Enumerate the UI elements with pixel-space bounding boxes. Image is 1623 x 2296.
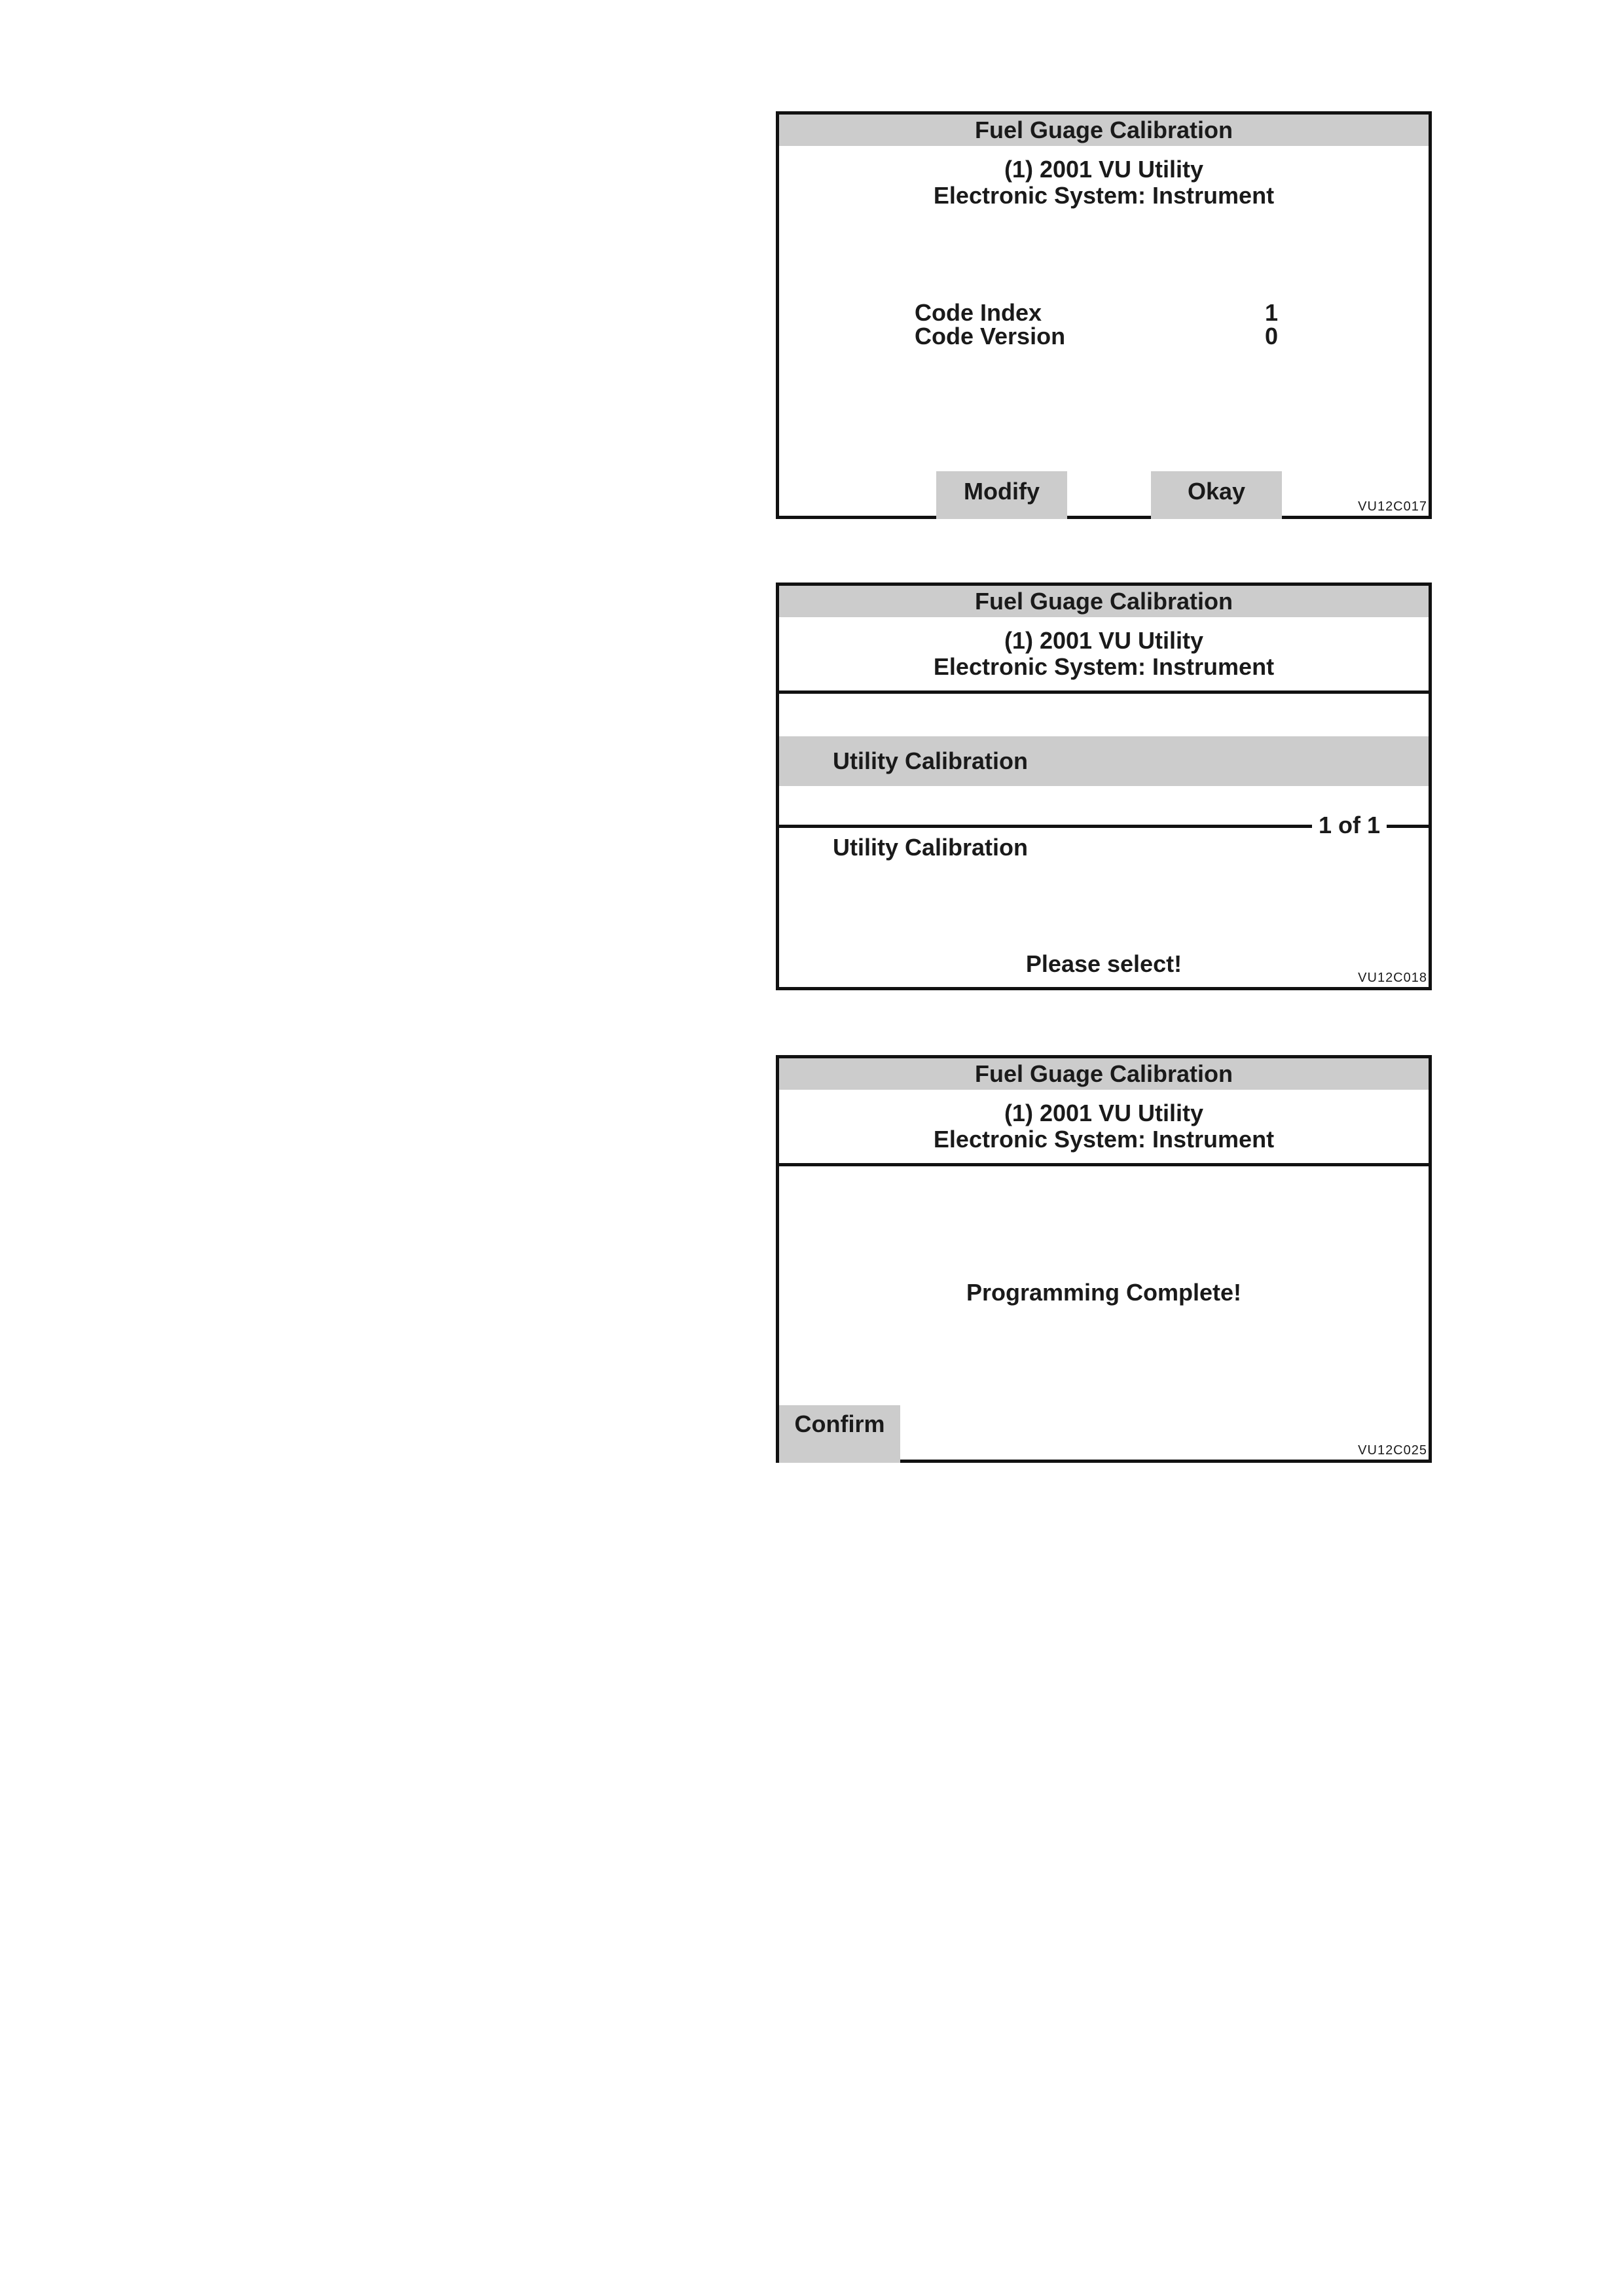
screen-programming-complete (776, 1055, 1432, 1463)
page-indicator: 1 of 1 (1312, 812, 1387, 838)
vehicle-info (779, 1100, 1429, 1153)
modify-button[interactable]: Modify (936, 471, 1067, 519)
confirm-button[interactable]: Confirm (779, 1405, 900, 1463)
code-index-value: 1 (1265, 299, 1279, 326)
electronic-system: Electronic System: Instrument (933, 653, 1275, 680)
okay-button[interactable]: Okay (1151, 471, 1282, 519)
selected-category (779, 736, 1429, 786)
electronic-system: Electronic System: Instrument (933, 182, 1275, 209)
list-item[interactable]: Utility Calibration (833, 834, 1029, 861)
code-version-label: Code Version (915, 323, 1066, 350)
screen-title: Fuel Guage Calibration (779, 1058, 1429, 1090)
figure-code: VU12C025 (1358, 1443, 1427, 1458)
screen-title: Fuel Guage Calibration (779, 115, 1429, 146)
vehicle-info (779, 156, 1429, 209)
code-version-value: 0 (1265, 323, 1279, 350)
screen-code-info (776, 111, 1432, 519)
selected-category-label: Utility Calibration (833, 747, 1029, 774)
electronic-system: Electronic System: Instrument (933, 1126, 1275, 1153)
vehicle-info (779, 628, 1429, 680)
vehicle-name: (1) 2001 VU Utility (1004, 627, 1204, 654)
code-index-label: Code Index (915, 299, 1042, 326)
figure-code: VU12C018 (1358, 971, 1427, 985)
select-prompt: Please select! (1025, 950, 1182, 977)
divider (779, 1163, 1429, 1166)
status-message: Programming Complete! (966, 1279, 1242, 1306)
figure-code: VU12C017 (1358, 499, 1427, 514)
vehicle-name: (1) 2001 VU Utility (1004, 1100, 1204, 1126)
vehicle-name: (1) 2001 VU Utility (1004, 156, 1204, 183)
screen-calibration-select (776, 583, 1432, 990)
screen-title: Fuel Guage Calibration (779, 586, 1429, 617)
divider (779, 691, 1429, 694)
